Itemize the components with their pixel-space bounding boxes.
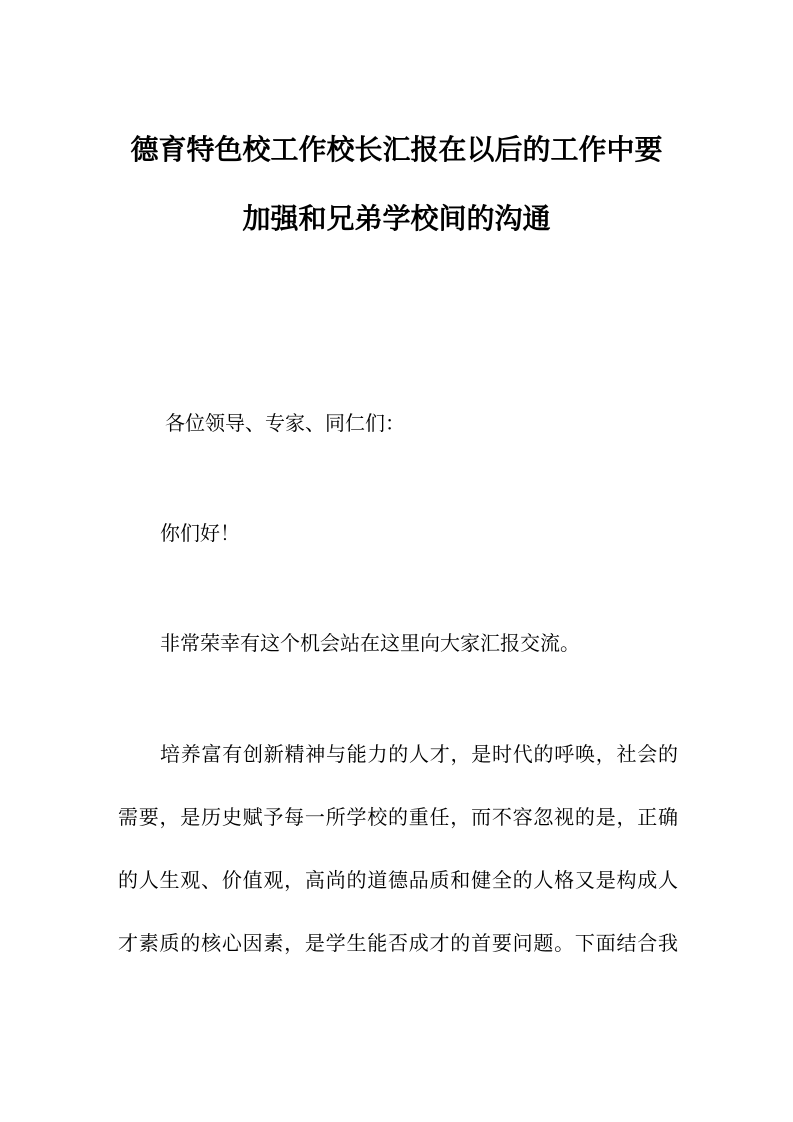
document-title-line-2: 加强和兄弟学校间的沟通 (242, 202, 551, 235)
greeting-text: 各位领导、专家、同仁们： (165, 411, 405, 435)
opening-text: 非常荣幸有这个机会站在这里向大家汇报交流。 (160, 631, 580, 655)
document-title-line-1: 德育特色校工作校长汇报在以后的工作中要 (130, 133, 663, 166)
hello-text: 你们好！ (160, 521, 240, 545)
paragraph-line: 才素质的核心因素，是学生能否成才的首要问题。下面结合我 (118, 931, 678, 955)
paragraph-line: 需要，是历史赋予每一所学校的重任，而不容忽视的是，正确 (118, 805, 678, 829)
paragraph-line: 培养富有创新精神与能力的人才，是时代的呼唤，社会的 (160, 742, 678, 766)
paragraph-line: 的人生观、价值观，高尚的道德品质和健全的人格又是构成人 (118, 868, 678, 892)
